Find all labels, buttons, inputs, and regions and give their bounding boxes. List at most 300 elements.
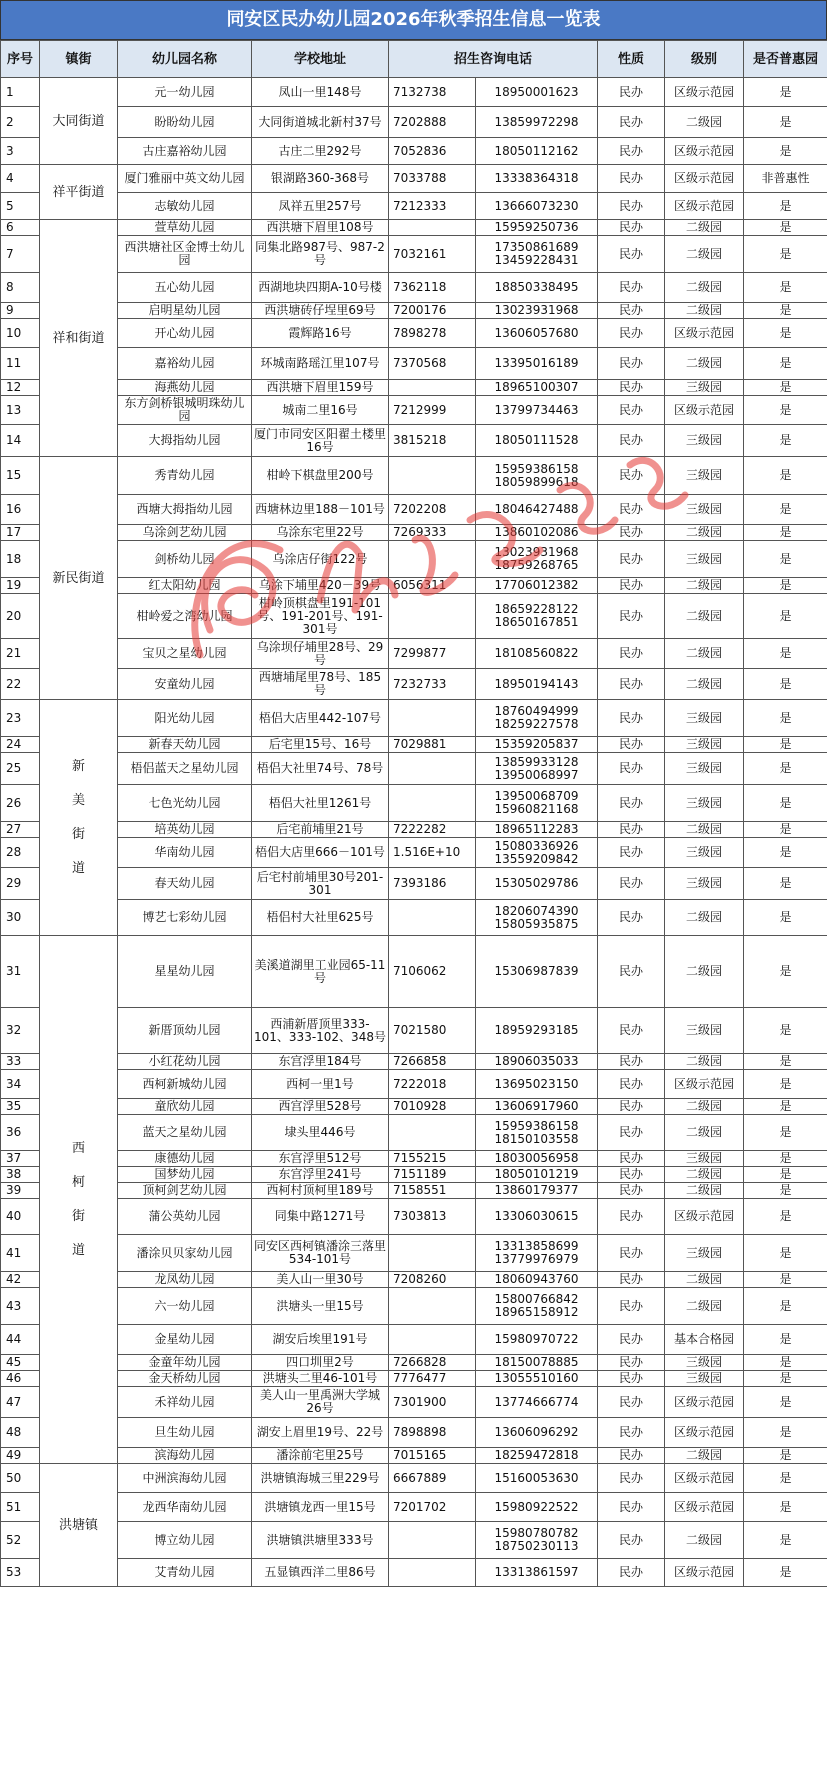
cell-phone-mobile: 13338364318 — [476, 165, 598, 193]
cell-puhui: 是 — [744, 193, 827, 220]
table-row — [1, 868, 827, 900]
cell-seq: 19 — [1, 578, 40, 594]
cell-phone-landline: 7393186 — [389, 868, 476, 900]
cell-name: 嘉裕幼儿园 — [118, 348, 252, 380]
cell-phone-landline: 6056311 — [389, 578, 476, 594]
cell-phone-mobile: 13606057680 — [476, 319, 598, 348]
cell-level: 区级示范园 — [665, 1387, 744, 1418]
cell-name: 古庄嘉裕幼儿园 — [118, 138, 252, 165]
cell-phone-landline — [389, 1288, 476, 1325]
cell-phone-mobile: 18950001623 — [476, 78, 598, 107]
cell-phone-landline: 7301900 — [389, 1387, 476, 1418]
cell-phone-mobile: 18060943760 — [476, 1272, 598, 1288]
cell-phone-mobile: 13055510160 — [476, 1371, 598, 1387]
cell-address: 西塘林边里188－101号 — [252, 495, 389, 525]
cell-phone-mobile: 17706012382 — [476, 578, 598, 594]
cell-nature: 民办 — [598, 1387, 665, 1418]
cell-puhui: 是 — [744, 1008, 827, 1054]
cell-address: 银湖路360-368号 — [252, 165, 389, 193]
cell-puhui: 是 — [744, 1054, 827, 1070]
cell-puhui: 是 — [744, 1325, 827, 1355]
cell-nature: 民办 — [598, 1115, 665, 1151]
cell-phone-mobile: 18050112162 — [476, 138, 598, 165]
cell-nature: 民办 — [598, 737, 665, 753]
cell-address: 梧侣大社里1261号 — [252, 785, 389, 822]
cell-seq: 30 — [1, 900, 40, 936]
cell-level: 二级园 — [665, 525, 744, 541]
cell-address: 西湖地块四期A-10号楼 — [252, 273, 389, 303]
table-row — [1, 165, 827, 193]
table-row — [1, 1167, 827, 1183]
cell-level: 三级园 — [665, 541, 744, 578]
cell-puhui: 是 — [744, 737, 827, 753]
cell-address: 凤山一里148号 — [252, 78, 389, 107]
cell-name: 安童幼儿园 — [118, 669, 252, 700]
cell-level: 二级园 — [665, 822, 744, 838]
cell-nature: 民办 — [598, 303, 665, 319]
cell-puhui: 是 — [744, 425, 827, 457]
cell-phone-landline: 7106062 — [389, 936, 476, 1008]
cell-puhui: 是 — [744, 1448, 827, 1464]
cell-seq: 27 — [1, 822, 40, 838]
cell-address: 西柯一里1号 — [252, 1070, 389, 1099]
cell-nature: 民办 — [598, 700, 665, 737]
cell-nature: 民办 — [598, 1199, 665, 1235]
cell-puhui: 是 — [744, 525, 827, 541]
table-row — [1, 495, 827, 525]
table-row — [1, 1070, 827, 1099]
cell-level: 区级示范园 — [665, 165, 744, 193]
cell-phone-mobile: 18050101219 — [476, 1167, 598, 1183]
cell-name: 博艺七彩幼儿园 — [118, 900, 252, 936]
cell-address: 东宫浮里184号 — [252, 1054, 389, 1070]
cell-level: 区级示范园 — [665, 78, 744, 107]
cell-puhui: 是 — [744, 1151, 827, 1167]
cell-seq: 46 — [1, 1371, 40, 1387]
cell-phone-mobile: 13023931968 18759268765 — [476, 541, 598, 578]
cell-nature: 民办 — [598, 220, 665, 236]
cell-phone-landline: 7898278 — [389, 319, 476, 348]
cell-nature: 民办 — [598, 838, 665, 868]
table-row — [1, 1522, 827, 1559]
cell-level: 二级园 — [665, 236, 744, 273]
cell-seq: 28 — [1, 838, 40, 868]
cell-puhui: 是 — [744, 700, 827, 737]
cell-nature: 民办 — [598, 138, 665, 165]
cell-name: 国梦幼儿园 — [118, 1167, 252, 1183]
table-row — [1, 1272, 827, 1288]
cell-seq: 49 — [1, 1448, 40, 1464]
cell-address: 后宅前埔里21号 — [252, 822, 389, 838]
table-row — [1, 1418, 827, 1448]
cell-seq: 39 — [1, 1183, 40, 1199]
cell-nature: 民办 — [598, 1235, 665, 1272]
table-row — [1, 1054, 827, 1070]
cell-phone-mobile: 18046427488 — [476, 495, 598, 525]
cell-phone-mobile: 15959386158 18150103558 — [476, 1115, 598, 1151]
cell-puhui: 是 — [744, 107, 827, 138]
cell-address: 乌涂东宅里22号 — [252, 525, 389, 541]
table-row — [1, 380, 827, 396]
cell-level: 三级园 — [665, 1371, 744, 1387]
cell-name: 蒲公英幼儿园 — [118, 1199, 252, 1235]
cell-seq: 42 — [1, 1272, 40, 1288]
cell-name: 柑岭爱之湾幼儿园 — [118, 594, 252, 639]
cell-town: 祥和街道 — [40, 220, 118, 457]
cell-puhui: 是 — [744, 1099, 827, 1115]
cell-level: 二级园 — [665, 639, 744, 669]
cell-phone-landline: 7132738 — [389, 78, 476, 107]
cell-name: 新春天幼儿园 — [118, 737, 252, 753]
cell-name: 厦门雅丽中英文幼儿园 — [118, 165, 252, 193]
cell-level: 二级园 — [665, 594, 744, 639]
table-row — [1, 785, 827, 822]
cell-name: 秀青幼儿园 — [118, 457, 252, 495]
table-row — [1, 138, 827, 165]
cell-name: 星星幼儿园 — [118, 936, 252, 1008]
cell-phone-landline: 7010928 — [389, 1099, 476, 1115]
cell-phone-landline: 7201702 — [389, 1493, 476, 1522]
table-row — [1, 1448, 827, 1464]
cell-seq: 37 — [1, 1151, 40, 1167]
cell-name: 志敏幼儿园 — [118, 193, 252, 220]
cell-level: 二级园 — [665, 1272, 744, 1288]
cell-seq: 3 — [1, 138, 40, 165]
cell-phone-landline — [389, 753, 476, 785]
cell-address: 洪塘镇龙西一里15号 — [252, 1493, 389, 1522]
cell-phone-mobile: 18659228122 18650167851 — [476, 594, 598, 639]
cell-level: 二级园 — [665, 936, 744, 1008]
cell-address: 乌涂下埔里420－39号 — [252, 578, 389, 594]
header-nature: 性质 — [598, 41, 665, 78]
cell-puhui: 是 — [744, 838, 827, 868]
table-row — [1, 753, 827, 785]
cell-phone-mobile: 18965112283 — [476, 822, 598, 838]
cell-level: 三级园 — [665, 1151, 744, 1167]
cell-phone-mobile: 18259472818 — [476, 1448, 598, 1464]
table-row — [1, 1199, 827, 1235]
cell-phone-mobile: 13950068709 15960821168 — [476, 785, 598, 822]
cell-address: 西浦新厝顶里333-101、333-102、348号 — [252, 1008, 389, 1054]
cell-level: 二级园 — [665, 1099, 744, 1115]
cell-nature: 民办 — [598, 273, 665, 303]
cell-nature: 民办 — [598, 1070, 665, 1099]
cell-puhui: 是 — [744, 1559, 827, 1587]
cell-phone-mobile: 13859972298 — [476, 107, 598, 138]
cell-level: 三级园 — [665, 737, 744, 753]
cell-address: 柑岭下棋盘里200号 — [252, 457, 389, 495]
cell-nature: 民办 — [598, 1559, 665, 1587]
cell-seq: 48 — [1, 1418, 40, 1448]
table-row — [1, 425, 827, 457]
cell-seq: 24 — [1, 737, 40, 753]
cell-address: 洪塘头一里15号 — [252, 1288, 389, 1325]
cell-address: 城南二里16号 — [252, 396, 389, 425]
table-row — [1, 1387, 827, 1418]
cell-phone-mobile: 18850338495 — [476, 273, 598, 303]
cell-nature: 民办 — [598, 1464, 665, 1493]
cell-level: 三级园 — [665, 1355, 744, 1371]
table-row — [1, 319, 827, 348]
cell-seq: 13 — [1, 396, 40, 425]
cell-puhui: 是 — [744, 495, 827, 525]
cell-address: 美人山一里禹洲大学城26号 — [252, 1387, 389, 1418]
cell-level: 区级示范园 — [665, 396, 744, 425]
cell-address: 四口圳里2号 — [252, 1355, 389, 1371]
cell-seq: 44 — [1, 1325, 40, 1355]
cell-seq: 12 — [1, 380, 40, 396]
cell-phone-landline: 6667889 — [389, 1464, 476, 1493]
cell-address: 乌涂店仔街122号 — [252, 541, 389, 578]
cell-nature: 民办 — [598, 396, 665, 425]
cell-nature: 民办 — [598, 1099, 665, 1115]
cell-phone-landline: 7303813 — [389, 1199, 476, 1235]
cell-name: 盼盼幼儿园 — [118, 107, 252, 138]
table-row — [1, 1235, 827, 1272]
cell-phone-mobile: 18906035033 — [476, 1054, 598, 1070]
cell-level: 二级园 — [665, 1288, 744, 1325]
cell-level: 区级示范园 — [665, 138, 744, 165]
cell-address: 美人山一里30号 — [252, 1272, 389, 1288]
cell-phone-mobile: 18206074390 15805935875 — [476, 900, 598, 936]
table-row — [1, 273, 827, 303]
cell-puhui: 是 — [744, 578, 827, 594]
cell-nature: 民办 — [598, 525, 665, 541]
cell-address: 洪塘镇洪塘里333号 — [252, 1522, 389, 1559]
cell-name: 蓝天之星幼儿园 — [118, 1115, 252, 1151]
cell-name: 禾祥幼儿园 — [118, 1387, 252, 1418]
cell-phone-mobile: 15980780782 18750230113 — [476, 1522, 598, 1559]
cell-name: 潘涂贝贝家幼儿园 — [118, 1235, 252, 1272]
cell-level: 区级示范园 — [665, 1070, 744, 1099]
cell-phone-mobile: 13313861597 — [476, 1559, 598, 1587]
cell-phone-landline: 7370568 — [389, 348, 476, 380]
cell-level: 三级园 — [665, 1008, 744, 1054]
cell-address: 凤祥五里257号 — [252, 193, 389, 220]
cell-phone-landline: 7232733 — [389, 669, 476, 700]
cell-level: 二级园 — [665, 1167, 744, 1183]
cell-puhui: 是 — [744, 1167, 827, 1183]
cell-phone-mobile: 18760494999 18259227578 — [476, 700, 598, 737]
cell-puhui: 是 — [744, 303, 827, 319]
cell-nature: 民办 — [598, 900, 665, 936]
table-row — [1, 822, 827, 838]
cell-phone-landline: 7202208 — [389, 495, 476, 525]
cell-name: 乌涂剑艺幼儿园 — [118, 525, 252, 541]
cell-puhui: 是 — [744, 319, 827, 348]
cell-nature: 民办 — [598, 1371, 665, 1387]
cell-phone-mobile: 13799734463 — [476, 396, 598, 425]
cell-address: 埭头里446号 — [252, 1115, 389, 1151]
table-row — [1, 669, 827, 700]
table-row — [1, 578, 827, 594]
cell-town: 祥平街道 — [40, 165, 118, 220]
cell-phone-mobile: 13606917960 — [476, 1099, 598, 1115]
cell-phone-landline — [389, 1325, 476, 1355]
cell-nature: 民办 — [598, 1151, 665, 1167]
cell-address: 洪塘镇海城三里229号 — [252, 1464, 389, 1493]
cell-phone-mobile: 15980922522 — [476, 1493, 598, 1522]
cell-phone-landline — [389, 1235, 476, 1272]
cell-nature: 民办 — [598, 594, 665, 639]
cell-address: 后宅村前埔里30号201-301 — [252, 868, 389, 900]
cell-level: 区级示范园 — [665, 1418, 744, 1448]
cell-name: 华南幼儿园 — [118, 838, 252, 868]
cell-level: 三级园 — [665, 753, 744, 785]
cell-level: 二级园 — [665, 107, 744, 138]
cell-level: 二级园 — [665, 348, 744, 380]
cell-address: 霞辉路16号 — [252, 319, 389, 348]
cell-name: 小红花幼儿园 — [118, 1054, 252, 1070]
cell-nature: 民办 — [598, 669, 665, 700]
cell-phone-landline: 7151189 — [389, 1167, 476, 1183]
cell-nature: 民办 — [598, 822, 665, 838]
cell-phone-landline — [389, 457, 476, 495]
cell-name: 培英幼儿园 — [118, 822, 252, 838]
header-row — [1, 41, 827, 78]
cell-puhui: 是 — [744, 1418, 827, 1448]
cell-phone-mobile: 15980970722 — [476, 1325, 598, 1355]
cell-level: 二级园 — [665, 303, 744, 319]
cell-phone-mobile: 18108560822 — [476, 639, 598, 669]
cell-puhui: 是 — [744, 1387, 827, 1418]
cell-puhui: 非普惠性 — [744, 165, 827, 193]
table-row — [1, 639, 827, 669]
cell-seq: 6 — [1, 220, 40, 236]
cell-phone-landline: 7212333 — [389, 193, 476, 220]
cell-nature: 民办 — [598, 107, 665, 138]
cell-nature: 民办 — [598, 753, 665, 785]
cell-phone-landline — [389, 1559, 476, 1587]
cell-level: 二级园 — [665, 1115, 744, 1151]
cell-name: 宝贝之星幼儿园 — [118, 639, 252, 669]
cell-phone-landline: 7015165 — [389, 1448, 476, 1464]
cell-name: 启明星幼儿园 — [118, 303, 252, 319]
table-row — [1, 303, 827, 319]
table-row — [1, 1151, 827, 1167]
cell-name: 阳光幼儿园 — [118, 700, 252, 737]
cell-seq: 17 — [1, 525, 40, 541]
cell-level: 区级示范园 — [665, 1199, 744, 1235]
header-seq: 序号 — [1, 41, 40, 78]
cell-phone-mobile: 15305029786 — [476, 868, 598, 900]
cell-name: 大拇指幼儿园 — [118, 425, 252, 457]
table-row — [1, 1008, 827, 1054]
cell-seq: 31 — [1, 936, 40, 1008]
enrollment-table — [0, 40, 827, 1587]
cell-puhui: 是 — [744, 1199, 827, 1235]
table-row — [1, 541, 827, 578]
cell-phone-mobile: 15800766842 18965158912 — [476, 1288, 598, 1325]
cell-phone-mobile: 18050111528 — [476, 425, 598, 457]
cell-puhui: 是 — [744, 822, 827, 838]
cell-address: 梧侣大店里666－101号 — [252, 838, 389, 868]
cell-puhui: 是 — [744, 220, 827, 236]
header-level: 级别 — [665, 41, 744, 78]
cell-address: 梧侣村大社里625号 — [252, 900, 389, 936]
cell-seq: 20 — [1, 594, 40, 639]
cell-address: 梧侣大社里74号、78号 — [252, 753, 389, 785]
table-row — [1, 107, 827, 138]
cell-seq: 40 — [1, 1199, 40, 1235]
cell-seq: 47 — [1, 1387, 40, 1418]
table-row — [1, 348, 827, 380]
table-row — [1, 1099, 827, 1115]
cell-level: 三级园 — [665, 380, 744, 396]
cell-level: 二级园 — [665, 578, 744, 594]
table-row — [1, 838, 827, 868]
cell-name: 六一幼儿园 — [118, 1288, 252, 1325]
cell-name: 剑桥幼儿园 — [118, 541, 252, 578]
cell-level: 三级园 — [665, 495, 744, 525]
header-address: 学校地址 — [252, 41, 389, 78]
cell-name: 海燕幼儿园 — [118, 380, 252, 396]
cell-address: 美溪道湖里工业园65-11号 — [252, 936, 389, 1008]
cell-address: 湖安上眉里19号、22号 — [252, 1418, 389, 1448]
cell-phone-landline — [389, 220, 476, 236]
cell-phone-landline: 3815218 — [389, 425, 476, 457]
cell-level: 区级示范园 — [665, 1493, 744, 1522]
cell-phone-landline: 7269333 — [389, 525, 476, 541]
cell-seq: 11 — [1, 348, 40, 380]
cell-seq: 18 — [1, 541, 40, 578]
header-phone: 招生咨询电话 — [389, 41, 598, 78]
cell-nature: 民办 — [598, 541, 665, 578]
cell-name: 五心幼儿园 — [118, 273, 252, 303]
cell-level: 三级园 — [665, 1235, 744, 1272]
cell-phone-landline: 7208260 — [389, 1272, 476, 1288]
cell-address: 厦门市同安区阳翟土楼里16号 — [252, 425, 389, 457]
cell-puhui: 是 — [744, 380, 827, 396]
cell-phone-mobile: 15359205837 — [476, 737, 598, 753]
cell-address: 西宫浮里528号 — [252, 1099, 389, 1115]
table-row — [1, 220, 827, 236]
cell-nature: 民办 — [598, 78, 665, 107]
cell-puhui: 是 — [744, 1493, 827, 1522]
cell-nature: 民办 — [598, 1355, 665, 1371]
cell-phone-mobile: 13306030615 — [476, 1199, 598, 1235]
cell-phone-mobile: 15160053630 — [476, 1464, 598, 1493]
cell-phone-landline: 7299877 — [389, 639, 476, 669]
table-title: 同安区民办幼儿园2026年秋季招生信息一览表 — [0, 0, 827, 40]
cell-address: 环城南路瑶江里107号 — [252, 348, 389, 380]
cell-seq: 9 — [1, 303, 40, 319]
table-row — [1, 1288, 827, 1325]
cell-puhui: 是 — [744, 669, 827, 700]
cell-name: 萱草幼儿园 — [118, 220, 252, 236]
cell-level: 区级示范园 — [665, 193, 744, 220]
cell-nature: 民办 — [598, 1288, 665, 1325]
cell-phone-landline — [389, 1522, 476, 1559]
cell-nature: 民办 — [598, 1448, 665, 1464]
cell-nature: 民办 — [598, 785, 665, 822]
cell-phone-landline: 7158551 — [389, 1183, 476, 1199]
cell-nature: 民办 — [598, 578, 665, 594]
cell-seq: 2 — [1, 107, 40, 138]
cell-address: 五显镇西洋二里86号 — [252, 1559, 389, 1587]
table-row — [1, 594, 827, 639]
cell-address: 西洪塘下眉里159号 — [252, 380, 389, 396]
cell-nature: 民办 — [598, 319, 665, 348]
cell-level: 二级园 — [665, 1054, 744, 1070]
cell-phone-landline — [389, 594, 476, 639]
cell-phone-landline — [389, 380, 476, 396]
cell-nature: 民办 — [598, 236, 665, 273]
cell-phone-mobile: 15306987839 — [476, 936, 598, 1008]
cell-town: 西 柯 街 道 — [40, 936, 118, 1464]
cell-address: 乌涂坝仔埔里28号、29号 — [252, 639, 389, 669]
cell-seq: 14 — [1, 425, 40, 457]
